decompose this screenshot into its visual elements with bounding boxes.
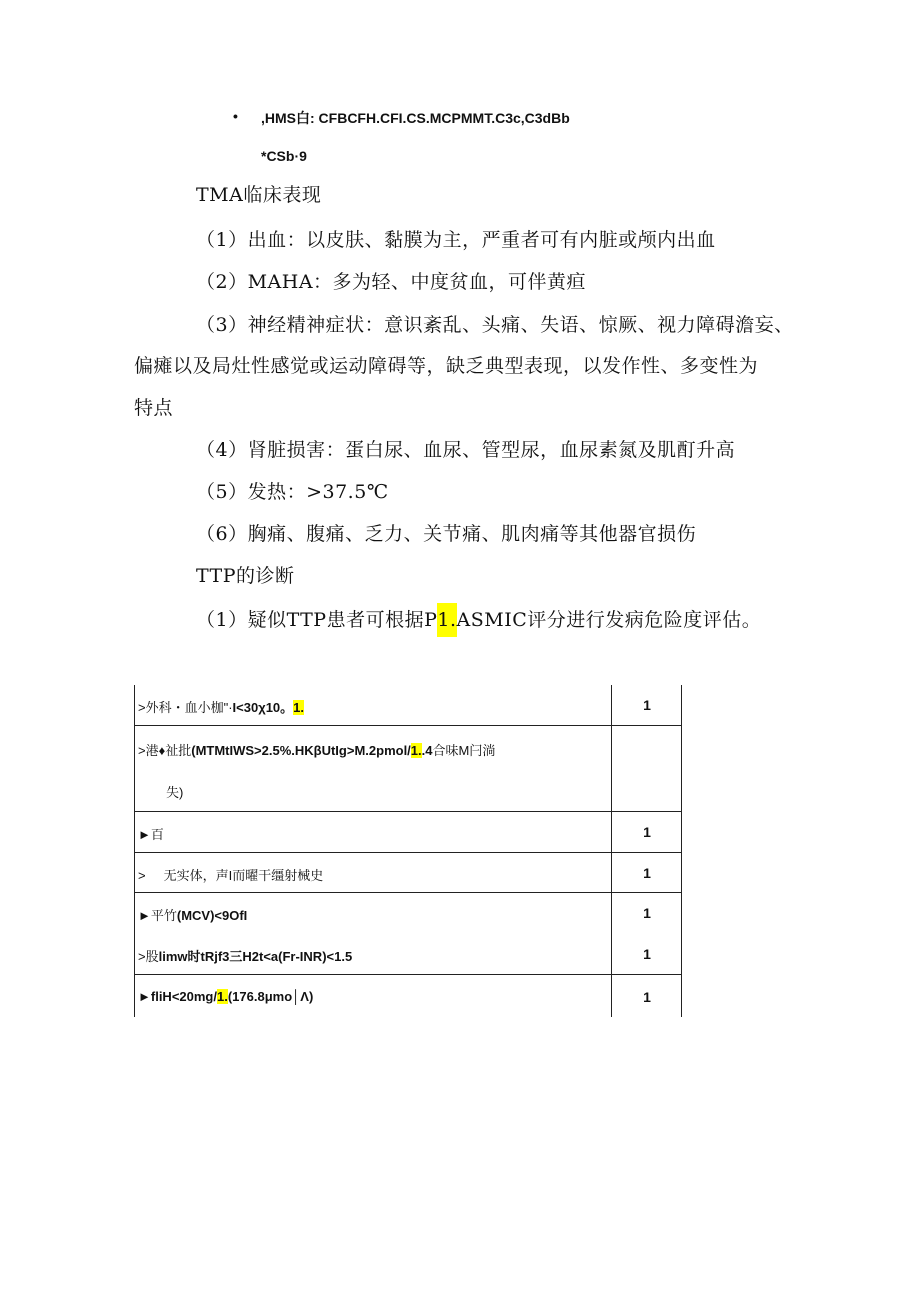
row-score: 1 (643, 989, 651, 1005)
row-text-bold: fliH<20mg/ (150, 989, 217, 1004)
row-text: ► (138, 989, 151, 1004)
tma-item-1: （1）出血：以皮肤、黏膜为主，严重者可有内脏或颅内出血 (196, 229, 716, 251)
ttp-item-1 (196, 603, 761, 637)
table-column-divider (611, 685, 612, 1017)
table-row (138, 824, 164, 843)
ttp-item-prefix: （1）疑似TTP患者可根据P (196, 609, 438, 631)
header-line-1: ,HMS白: CFBCFH.CFI.CS.MCPMMT.C3c,C3dBb (261, 110, 570, 126)
table-border-left (134, 685, 135, 1017)
ttp-item-highlight: 1. (437, 603, 456, 637)
table-row (138, 905, 247, 924)
row-text: >外科・血小枷"· (138, 700, 233, 715)
row-highlight: 1. (293, 700, 304, 715)
row-text-bold: (MCV)<9OfI (176, 908, 248, 923)
tma-item-5: （5）发热：>37.5℃ (196, 481, 389, 503)
row-text-bold: limw时tRjf3三H2t<a(Fr-INR)<1.5 (158, 949, 353, 964)
table-row (138, 989, 313, 1004)
table-row-divider (134, 892, 682, 893)
ttp-item-suffix: ASMIC评分进行发病危险度评估。 (456, 609, 762, 631)
row-text: >股 (138, 949, 159, 964)
row-highlight: 1. (410, 743, 422, 758)
table-row (138, 946, 352, 965)
plasmic-score-table (134, 685, 682, 1017)
row-text: > 无实体，声I而曜干缰射械史 (138, 868, 324, 883)
row-text: ►平竹 (138, 908, 177, 923)
row-score: 1 (643, 824, 651, 840)
table-row-divider (134, 852, 682, 853)
tma-item-3-end: 特点 (134, 397, 174, 419)
tma-heading: TMA临床表现 (196, 184, 322, 206)
row-score: 1 (643, 697, 651, 713)
row-score: 1 (643, 905, 651, 921)
row-highlight: 1. (216, 989, 228, 1004)
row-text: >港♦祉批 (138, 743, 192, 758)
table-row (138, 865, 323, 884)
tma-item-3-cont: 偏瘫以及局灶性感觉或运动障碍等，缺乏典型表现，以发作性、多变性为 (134, 355, 759, 377)
header-line-2: *CSb·9 (261, 148, 307, 164)
table-border-right (681, 685, 682, 1017)
row-text-bold: I<30χ10。 (232, 700, 294, 715)
row-score: 1 (643, 946, 651, 962)
table-row-divider (134, 725, 682, 726)
row-text-tail: 合味M闩淌 (432, 743, 496, 758)
row-text-line2: 失) (166, 785, 184, 800)
bullet: • (233, 108, 238, 124)
tma-item-6: （6）胸痛、腹痛、乏力、关节痛、肌肉痛等其他器官损伤 (196, 523, 697, 545)
table-row-divider (134, 811, 682, 812)
row-text-bold: (MTMtIWS>2.5%.HKβUtIg>M.2pmol/ (191, 743, 411, 758)
row-text-bold-2: (176.8μmo│Λ) (227, 989, 314, 1004)
table-row (138, 740, 495, 759)
row-text-bold-2: .4 (421, 743, 433, 758)
row-text: ►百 (138, 827, 164, 842)
table-row (138, 697, 304, 716)
table-row-divider (134, 974, 682, 975)
ttp-heading: TTP的诊断 (196, 565, 295, 587)
tma-item-3: （3）神经精神症状：意识紊乱、头痛、失语、惊厥、视力障碍澹妄、 (196, 314, 794, 336)
tma-item-2: （2）MAHA：多为轻、中度贫血，可伴黄疸 (196, 271, 587, 293)
tma-item-4: （4）肾脏损害：蛋白尿、血尿、管型尿，血尿素氮及肌酊升高 (196, 439, 736, 461)
row-score: 1 (643, 865, 651, 881)
